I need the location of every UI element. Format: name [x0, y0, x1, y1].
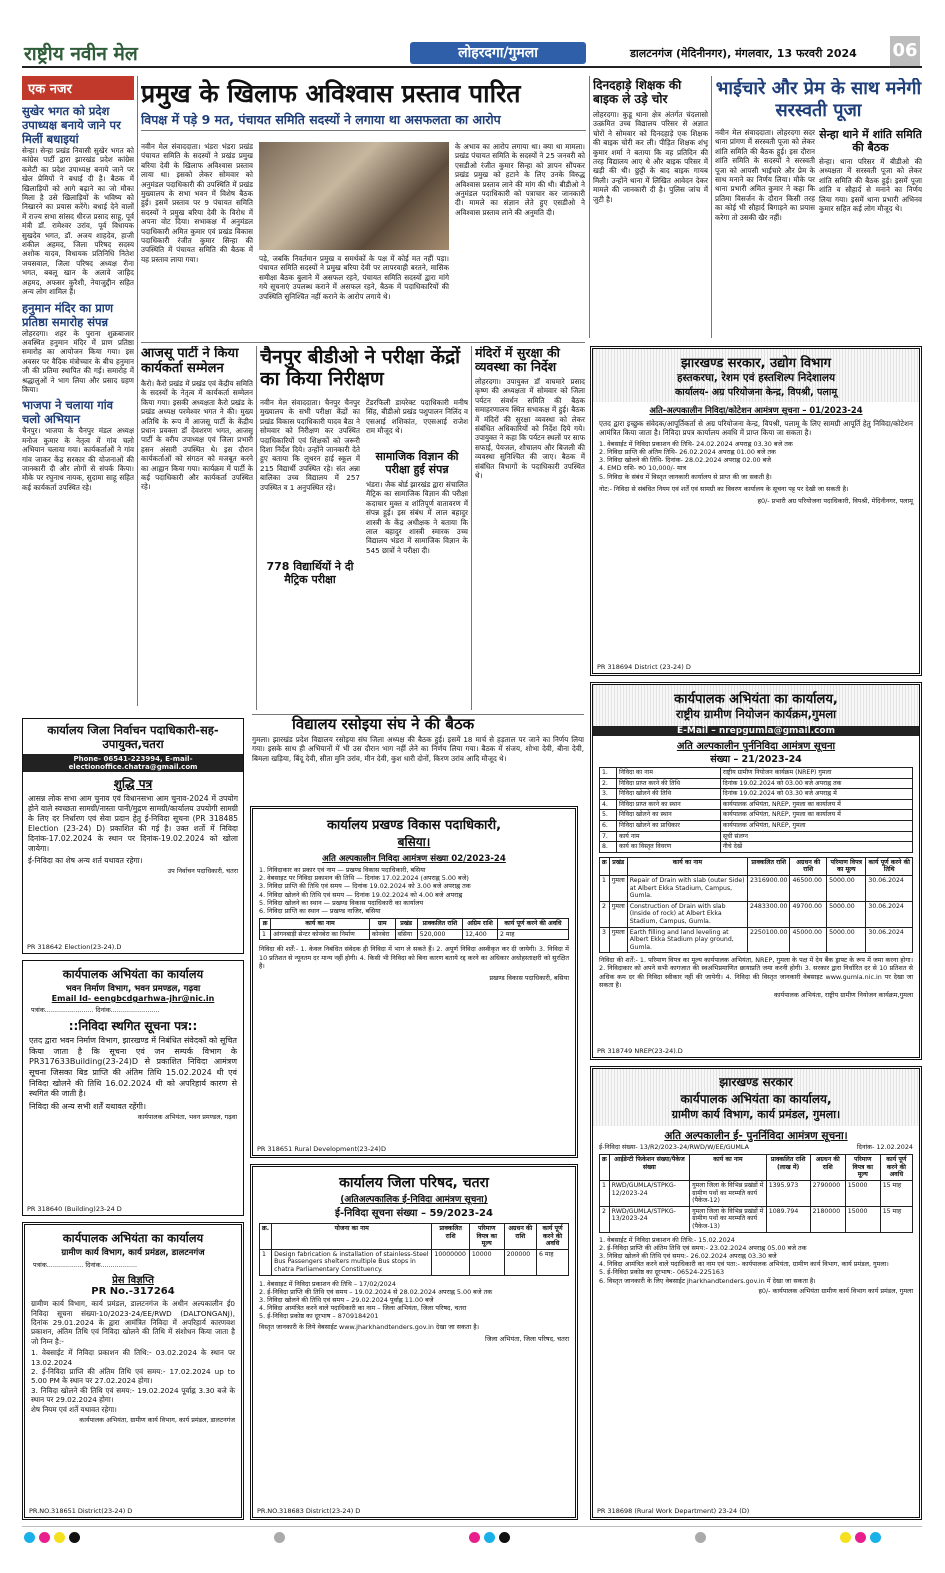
table-cell: 200000 [504, 1249, 536, 1275]
table-cell: 1 [600, 1180, 610, 1206]
info-line: 1. वेबसाइट में निविदा प्रकाशन की तिथि – 17/02/2024 [259, 1279, 396, 1288]
info-line: 1. वेबसाईट में निविदा प्रकाशन की तिथि- 24.02.2024 अपराह्न 03.30 बजे तक [599, 439, 793, 448]
table-cell: कोनबेरा [369, 929, 395, 940]
ad-zp-no: ई-निविदा सूचना संख्या – 59/2023-24 [335, 1208, 493, 1219]
info-line: 4. EMD राशि- रु0 10,000/- मात्र [599, 464, 687, 473]
table-cell: राष्ट्रीय ग्रामीण नियोजन कार्यक्रम (NREP) गुमला [720, 768, 912, 779]
bdo-col-3: भंडरा। जैक बोर्ड झारखंड द्वारा संचालित मैट्रिक का सामाजिक विज्ञान की परीक्षा कदाचार मुक्त व शांतिपूर्ण वातावरण में संपन्न हुई। इस संबंध में लाल बहादुर शास्त्री के केंद्र अधीक्षक ने बताया कि लाल बहादुर शास्त्री स्मारक उच्च विद्यालय भंडरा में सामाजिक विज्ञान के 545 छात्रों ने परीक्षा दी। [366, 480, 468, 555]
table-cell: कार्य नाम [616, 831, 720, 842]
table-cell: 2250100.00 [748, 927, 790, 953]
table-cell: दिनांक 19.02.2024 को 03.00 बजे अपराह्न तक [720, 778, 912, 789]
lead-story [141, 78, 586, 340]
table-cell: 1 [260, 929, 271, 940]
ajsu-story [141, 346, 253, 710]
ajsu-body: कैरो। कैरो प्रखंड में प्रखंड एवं केंद्रीय समिति के सदस्यों के नेतृत्व में कार्यकर्ता सम्मेलन किया गया। इसकी अध्यक्षता कैरो प्रखंड के प्रखंड अध्यक्ष परमेश्वर भगत ने की। मुख्य अतिथि के रूप में आजसू पार्टी के केंद्रीय प्रधान प्रवक्ता डॉ देवशरण भगत, आजसू पार्टी के वरीय उपाध्यक्ष एवं जिला प्रभारी हसन अंसारी उपस्थित थे। इस दौरान कार्यकर्ताओं को संगठन को मजबूत करने का आह्वान किया गया। कार्यक्रम में पार्टी के कई पदाधिकारी और कार्यकर्ता उपस्थित रहे। [141, 379, 253, 492]
table-row [600, 820, 913, 831]
ad-garhwa-ref: पत्रांक........................ दिनांक........................ [31, 1006, 160, 1014]
ad-nrep-sign: कार्यपालक अभियंता, राष्ट्रीय ग्रामीण नियोजन कार्यक्रम,गुमला [773, 991, 913, 1000]
table-cell: 3. [600, 789, 617, 800]
table-row [600, 778, 913, 789]
brief-headline-1: सुखेर भगत को प्रदेश उपाध्यक्ष बनाये जाने पर मिलीं बधाइयां [22, 104, 121, 146]
table-cell: 5. [600, 810, 617, 821]
table-header-cell: क्र [600, 857, 610, 875]
table-row [600, 901, 913, 927]
ad-dal-line-2: 2. ई-निविदा प्राप्ति की अंतिम तिथि एवं समय:- 17.02.2024 up to 5.00 PM के स्थान पर 27.02.2024 होगा। [31, 1367, 235, 1386]
masthead [22, 36, 922, 68]
table-header-cell: अग्रधन की राशि [810, 1155, 845, 1181]
shanti-headline: सेन्हा थाने में शांति समिति की बैठक [819, 128, 922, 154]
table-cell: 49700.00 [790, 901, 827, 927]
ad-udyog-gov: झारखण्ड सरकार, उद्योग विभाग [681, 356, 831, 371]
table-header-cell: अग्रिम राशि [463, 919, 498, 930]
lead-subhead: विपक्ष में पड़े 9 मत, पंचायत समिति सदस्यों ने लगाया था असफलता का आरोप [141, 111, 586, 131]
ad-chatra-election [22, 718, 244, 954]
table-cell: 3 [600, 927, 610, 953]
table-header-cell: प्रखंड [395, 919, 417, 930]
lead-photo [259, 142, 449, 250]
ad-udyog-vibhag [590, 346, 922, 676]
table-cell: 6. [600, 820, 617, 831]
ad-nrep-office: कार्यपालक अभियंता का कार्यालय, [674, 692, 838, 707]
ad-rwd-sign: ह0/- कार्यपालक अभियंता ग्रामीण कार्य विभाग कार्य प्रमंडल, गुमला [758, 1286, 913, 1295]
bdo-subhead-2: सामाजिक विज्ञान की परीक्षा हुई संपन्न [375, 450, 459, 476]
bdo-subhead: 778 विद्यार्थियों ने दी मैट्रिक परीक्षा [266, 560, 354, 586]
ad-chatra-sign: उप निर्वाचन पदाधिकारी, चतरा [167, 867, 238, 876]
rasoiya-story [252, 714, 584, 800]
table-cell: कार्यपालक अभियंता, NREP, गुमला का कार्यालय में [720, 810, 912, 821]
bdo-col-1: नवीन मेल संवाददाता। चैनपुर चैनपुर मुख्यालय के सभी परीक्षा केंद्रों का प्रखंड विकास पदाधिकारी यादव बैठा ने सोमवार को निरीक्षण कर उपस्थित पदाधिकारियों एवं शिक्षकों को जरूरी दिशा निर्देश दिये। उन्होंने जानकारी देते हुए बताया कि लूथरन हाई स्कूल में 215 विद्यार्थी उपस्थित रहे। संत अन्ना बालिका उच्च विद्यालय में 257 उपस्थित व 1 अनुपस्थित रहे। [260, 398, 360, 492]
ad-dal-pr: PR.NO.318651 District(23-24) D [29, 1507, 133, 1515]
chor-body: लोहरदगा। कुडू थाना क्षेत्र अंतर्गत चंदलासो उत्क्रमित उच्च विद्यालय परिसर से अज्ञात चोरों ने सोमवार को दिनदहाड़े एक शिक्षक की बाइक चोरी कर ली। पीड़ित शिक्षक शंभू कुमार शर्मा ने बताया कि वह प्रतिदिन की तरह विद्यालय आए थे और बाइक परिसर में खड़ी की थी। छुट्टी के बाद बाइक गायब मिली। उन्होंने थाना में लिखित आवेदन देकर मामले की जानकारी दी है। पुलिस जांच में जुटी है। [593, 110, 708, 204]
table-cell: 10000000 [432, 1249, 469, 1275]
ad-rwd-lines [593, 1236, 919, 1285]
ad-garhwa-email: Email Id- eengbcdgarhwa-jhr@nic.in [51, 994, 215, 1003]
table-row [600, 842, 913, 853]
table-row [600, 927, 913, 953]
chor-headline: दिनदहाड़े शिक्षक की बाइक ले उड़े चोर [593, 78, 682, 106]
info-line: 5. निविदा खोलने का स्थान — प्रखण्ड विकास पदाधिकारी का कार्यालय [259, 898, 424, 907]
ad-udyog-lines [593, 438, 919, 483]
info-line: 2. ई-निविदा प्राप्ति की तिथि एवं समय – 19.02.2024 से 28.02.2024 अपराह्न 5.00 बजे तक [259, 1287, 493, 1296]
table-header-cell: क्र [600, 1155, 610, 1181]
ad-udyog-sign: ह0/- प्रभारी अग्र परियोजना पदाधिकारी, विपश्री, मेदिनीनगर, पलामू [757, 497, 913, 506]
table-cell: 15 माह [880, 1206, 912, 1232]
info-line: 4. निविदा आमंत्रित करने वाले पदाधिकारी का नाम एवं पता:- कार्यपालक अभियंता, ग्रामीण कार्य विभाग, कार्य प्रमंडल, गुमला। [599, 1260, 889, 1269]
table-cell: 2 माह [498, 929, 569, 940]
mandir-headline: मंदिरों में सुरक्षा की व्यवस्था का निर्देश [475, 346, 560, 374]
rasoiya-headline: विद्यालय रसोइया संघ ने की बैठक [292, 715, 475, 733]
table-cell: Earth filling and land leveling at Albert Ekka Stadium play ground, Gumla. [627, 927, 747, 953]
ad-zp-table [259, 1223, 569, 1276]
table-header-cell: कार्य का नाम [690, 1155, 767, 1181]
table-cell: 12,400 [463, 929, 498, 940]
table-row [600, 1180, 913, 1206]
ad-basia-bdo [250, 806, 578, 1158]
table-cell: निविदा का नाम [616, 768, 720, 779]
table-header-cell: प्राक्कलित राशि (लाख में) [766, 1155, 810, 1181]
bdo-col-2: टेंडरफिली डायरेक्ट पदाधिकारी मनीष सिंह, बीडीओ प्रखंड पशुपालन निलिंद व एसआई शशिकांत, एएसआई राजेश राम मौजूद थे। [366, 398, 468, 436]
ad-chatra-office: कार्यालय जिला निर्वाचन पदाधिकारी-सह-उपायुक्त,चतरा [47, 723, 219, 751]
table-cell: 30.06.2024 [866, 901, 913, 927]
table-cell: 1089.794 [766, 1206, 810, 1232]
table-cell: 520,000 [417, 929, 462, 940]
info-line: 3. निविदा प्राप्ति की तिथि एवं समय — दिनांक 19.02.2024 को 3.00 बजे अपराह्न तक [259, 882, 471, 891]
info-line: 2. ई-निविदा प्राप्ति की अंतिम तिथि एवं समय:- 23.02.2024 अपराह्न 05.00 बजे तक [599, 1243, 807, 1252]
ad-dal-office2: ग्रामीण कार्य विभाग, कार्य प्रमंडल, डालटनगंज [61, 1248, 205, 1258]
table-cell: 1 [260, 1249, 272, 1275]
ad-udyog-title: अति-अल्पकालीन निविदा/कोटेशन आमंत्रण सूचना – 01/2023-24 [649, 405, 863, 415]
ad-garhwa-office2: भवन निर्माण विभाग, भवन प्रमण्डल, गढ़वा [65, 984, 201, 994]
ad-zp-office: कार्यालय जिला परिषद, चतरा [339, 1175, 489, 1191]
table-header-cell: अग्रधन की राशि [504, 1224, 536, 1250]
info-line: 4. निविदा आमंत्रित करने वाले पदाधिकारी का नाम – जिला अभियंता, जिला परिषद, चतरा [259, 1304, 467, 1313]
ad-nrep-notes: निविदा की शर्तें:- 1. परिमाण विपत्र का मूल्य कार्यपालक अभियंता, NREP, गुमला के पक्ष में देय बैंक ड्राफ्ट के रूप में जमा करना होगा। 2. निविदाकार को अपने सभी कागजात की स्वअभिप्रमाणित छायाप्रति जमा करनी होगी। 3. सरकार द्वारा निर्धारित दर से 10 प्रतिशत से अधिक कम दर की निविदा स्वीकार नहीं की जायेगी। 4. निविदा की विस्तृत जानकारी वेबसाइट www.gumla.nic.in पर देखा जा सकता है। [599, 956, 913, 989]
ad-zp-lines [253, 1280, 575, 1321]
info-line: 6. विस्तृत जानकारी के लिए वेबसाईट jharkhandtenders.gov.in में देखा जा सकता है। [599, 1276, 816, 1285]
table-cell: 2316900.00 [748, 875, 790, 901]
ad-zila-parishad [250, 1164, 578, 1520]
ad-rwd-office2: ग्रामीण कार्य विभाग, कार्य प्रमंडल, गुमला। [671, 1108, 841, 1121]
table-header-cell: प्राक्कलित राशि [417, 919, 462, 930]
lead-headline: प्रमुख के खिलाफ अविश्वास प्रस्ताव पारित [141, 79, 521, 108]
ad-rwd-table [599, 1154, 913, 1232]
ad-chatra-title: शुद्धि पत्र [113, 777, 153, 791]
table-header-cell: कार्य पूर्ण करने की तिथि [866, 857, 913, 875]
table-cell: 8. [600, 842, 617, 853]
ad-basia-sign: प्रखण्ड विकास पदाधिकारी, बसिया [489, 974, 569, 983]
table-cell: गुमला [609, 927, 627, 953]
table-cell: 5000.00 [827, 901, 866, 927]
ad-dal-prno: PR No.-317264 [91, 1286, 175, 1298]
table-cell: कार्यपालक अभियंता, NREP, गुमला [720, 820, 912, 831]
table-header-cell: क्र [260, 919, 271, 930]
shanti-body: सेन्हा। थाना परिसर में बीडीओ की अध्यक्षता में सरस्वती पूजा को लेकर शांति समिति की बैठक हुई। इसमें पूजा शांति व सौहार्द से मनाने का निर्णय लिया गया। इसमें थाना प्रभारी अभिनव कुमार सहित कई लोग मौजूद थे। [819, 157, 922, 214]
ad-basia-table [259, 918, 569, 940]
table-cell: 2180000 [810, 1206, 845, 1232]
table-cell: 2790000 [810, 1180, 845, 1206]
ad-rwd-date: दिनांक- 12.02.2024 [856, 1143, 913, 1151]
table-cell: Repair of Drain with slab (outer Side) at Albert Ekka Stadium, Campus, Gumla. [627, 875, 747, 901]
ad-chatra-contact: Phone- 06541-223994, E-mail-electionoffice.chatra@gmail.com [23, 754, 243, 772]
ad-daltonganj-rwd [22, 1222, 244, 1520]
table-cell: 2. [600, 778, 617, 789]
ek-nazar-column [22, 76, 134, 706]
table-cell: निविदा प्राप्त करने की तिथि [616, 778, 720, 789]
ad-garhwa-office: कार्यपालक अभियंता का कार्यालय [62, 967, 204, 981]
saraswati-body: नवीन मेल संवाददाता। लोहरदगा सदर थाना प्रांगण में सरस्वती पूजा को लेकर शांति समिति की बैठक हुई। इस दौरान शांति समिति के सदस्यों ने सरस्वती पूजा को आपसी भाईचारे और प्रेम के साथ मनाने का निर्णय लिया। मौके पर थाना प्रभारी अमित कुमार ने कहा कि प्रतिमा विसर्जन के दौरान किसी तरह का कोई भी सौहार्द बिगाड़ने का प्रयास करेगा तो उसकी खैर नहीं। [715, 128, 815, 222]
table-cell: 1 [600, 875, 610, 901]
table-row [600, 831, 913, 842]
table-cell: 45000.00 [790, 927, 827, 953]
ad-udyog-office: कार्यालय- अग्र परियोजना केन्द्र, विपश्री, पलामू [674, 387, 838, 398]
table-cell: निविदा खोलने की तिथि [616, 789, 720, 800]
table-cell: Design fabrication & installation of stainless-Steel Bus Passengers shelters multiple Bus stops in chatra Parliamentary Constituency. [272, 1249, 432, 1275]
ad-zp-note: विस्तृत जानकारी के लिये वेबसाईट www.jharkhandtenders.gov.in देखा जा सकता है। [259, 1322, 480, 1331]
ad-nrep-works-table [599, 857, 913, 954]
table-header-cell: कार्य का नाम [627, 857, 747, 875]
info-line: 2. निविदा प्राप्ति की अंतिम तिथि- 26.02.2024 अपराह्न 01.00 बजे तक [599, 448, 776, 457]
ad-nrep-email: E-Mail – nrepgumla@gmail.com [593, 726, 919, 736]
ad-garhwa-pr: PR 318640 (Building)23-24 D [27, 1205, 122, 1213]
table-cell: 1395.973 [766, 1180, 810, 1206]
table-cell: दिनांक 19.02.2024 को 03.30 बजे अपराह्न में [720, 789, 912, 800]
ad-zp-sub: (अतिअल्पकालिक ई-निविदा आमंत्रण सूचना) [340, 1195, 488, 1205]
chor-story [593, 78, 708, 340]
table-cell: 2483300.00 [748, 901, 790, 927]
ad-udyog-pr: PR 318694 District (23-24) D [597, 663, 691, 671]
ad-chatra-body: आसन्न लोक सभा आम चुनाव एवं विधानसभा आम चुनाव-2024 में उपयोग होने वाले स्वच्छता सामग्री/नास्ता पानी/मुद्रण सामग्री/कार्यालय उपयोगी सामग्री के लिए दर निर्धारण एवं सेवा प्रदान हेतु ई-निविदा सूचना (PR 318485 Election (23-24) D) प्रकाशित की गई है। उक्त शर्तो में निविदा दिनांक-17.02.2024 के स्थान पर दिनांक-19.02.2024 को खोला जायेगा। [28, 794, 238, 853]
ad-basia-info [253, 866, 575, 915]
table-header-cell: अग्रधन की राशि [790, 857, 827, 875]
table-header-cell: योजना का नाम [272, 1224, 432, 1250]
ad-basia-office2: बसिया। [397, 835, 431, 849]
table-header-cell: परिमाण विपत्र का मूल्य [845, 1155, 880, 1181]
table-cell: 1. [600, 768, 617, 779]
ad-garhwa-sign: कार्यपालक अभियंता, भवन प्रमण्डल, गढ़वा [137, 1113, 237, 1122]
table-header-cell: कार्य का नाम [271, 919, 370, 930]
ad-basia-title: अति अल्पकालीन निविदा आमंत्रण संख्या 02/2023-24 [322, 854, 506, 864]
table-cell: 7. [600, 831, 617, 842]
ad-nrep-office2: राष्ट्रीय ग्रामीण नियोजन कार्यक्रम,गुमला [675, 707, 837, 721]
table-cell: 5000.00 [827, 927, 866, 953]
table-cell: कार्य का विस्तृत विवरण [616, 842, 720, 853]
table-cell: गुमला जिला के विभिन्न प्रखंडों में ग्रामीण पथों का मरम्मति कार्य (पैकेज-12) [690, 1180, 767, 1206]
table-header-cell: आईडेन्टी फिकेशन संख्या/पैकेज संख्या [609, 1155, 689, 1181]
table-cell: RWD/GUMLA/STPKG-13/2023-24 [609, 1206, 689, 1232]
ajsu-headline: आजसू पार्टी ने किया कार्यकर्ता सम्मेलन [141, 346, 239, 376]
table-cell: सूची संलग्न [720, 831, 912, 842]
table-cell: बसिया [395, 929, 417, 940]
info-line: 6. निविदा प्राप्ति का स्थान — प्रखण्ड नाजिर, बसिया [259, 907, 381, 916]
brief-body-1: सेन्हा। सेन्हा प्रखंड निवासी सुखेर भगत को कांग्रेस पार्टी द्वारा झारखंड प्रदेश कांग्रेस कमेटी का प्रदेश उपाध्यक्ष बनाये जाने पर खेल प्रेमियों ने बधाई दी है। बैठक में खिलाड़ियों को आगे बढ़ाने का जो मौका मिला है उसे खिलाड़ियों के भविष्य को निखारने का प्रयास करेंगे। बधाई देने वालों में राज्य सभा सांसद धीरज प्रसाद साहू, पूर्व मंत्री डॉ. रामेश्वर उरांव, पूर्व विधायक सुखदेव भगत, डॉ. अजय शाहदेव, हाजी शकील अहमद, जिला परिषद सदस्य अशोक यादव, विधायक प्रतिनिधि नितेश जयसवाल, जिला परिषद अध्यक्ष रीना भगत, बबलू खान के अलावे जाहिद अहमद, अफसर कुरैशी, नेयाजुद्दीन सहित अन्य लोग शामिल हैं। [22, 146, 134, 297]
table-header-cell: ग्राम [369, 919, 395, 930]
ad-rwd-office: कार्यपालक अभियंता का कार्यालय, [680, 1092, 832, 1106]
table-cell: RWD/GUMLA/STPKG-12/2023-24 [609, 1180, 689, 1206]
table-header-cell: कार्य पूर्ण करने की अवधि [537, 1224, 569, 1250]
ek-nazar-label: एक नजर [22, 76, 134, 100]
brief-headline-2: हनुमान मंदिर का प्राण प्रतिष्ठा समारोह संपन्न [22, 300, 114, 329]
dateline: डालटनगंज (मेदिनीनगर), मंगलवार, 13 फरवरी 2024 [630, 47, 857, 60]
paper-name: राष्ट्रीय नवीन मेल [24, 43, 138, 65]
table-cell: 46500.00 [790, 875, 827, 901]
ad-udyog-dir: हस्तकरघा, रेशम एवं हस्तशिल्प निदेशालय [676, 372, 836, 384]
ad-basia-notes: निविदा की शर्तें:- 1. केवल निबंधित संवेदक ही निविदा में भाग ले सकते हैं। 2. अपूर्ण निविदा अस्वीकृत कर दी जायेगी। 3. निविदा में 10 प्रतिशत से न्यूनतम दर मान्य नहीं होगी। 4. किसी भी निविदा को बिना कारण बताये रद्द करने का अधिकार अधोहस्ताक्षरी को सुरक्षित है। [259, 945, 569, 970]
table-cell: निविदा खोलने का प्राधिकार [616, 820, 720, 831]
ad-dal-note: शेष नियम एवं शर्ते यथावत रहेगा। [31, 1404, 117, 1414]
table-row [600, 810, 913, 821]
section-label: लोहरदगा/गुमला [410, 42, 586, 64]
ad-rwd-no: ई-निविदा संख्या- 13/R2/2023-24/RWD/W/EE/GUMLA [599, 1143, 749, 1151]
table-cell: निविदा प्राप्त करने का स्थान [616, 799, 720, 810]
table-cell: 5000.00 [827, 875, 866, 901]
saraswati-story [715, 78, 922, 340]
bdo-headline: चैनपुर बीडीओ ने परीक्षा केंद्रों का किया निरीक्षण [260, 346, 461, 390]
lead-col-2: पड़े, जबकि निवर्तमान प्रमुख व समर्थकों के पक्ष में कोई मत नहीं पड़ा। पंचायत समिति सदस्यों ने प्रमुख बरिया देवी पर लापरवाही बरतने, मासिक समीक्षा बैठक बुलाने में असफल रहने, पंचायत समिति सदस्यों द्वारा मांगे गये सूचनाएं उपलब्ध कराने में असफल रहने, बैठक में पदाधिकारियों की उपस्थिति सुनिश्चित नहीं कराने के आरोप लगाये थे। [259, 254, 449, 301]
table-row [600, 768, 913, 779]
ad-nrep-no: संख्या – 21/2023-24 [710, 754, 802, 765]
bdo-story [260, 346, 468, 710]
info-line: 1. वेबसाईट में निविदा प्रकाशन की तिथि:- 15.02.2024 [599, 1235, 735, 1244]
table-cell: 2 [600, 901, 610, 927]
table-cell: आंगनबाड़ी सेन्टर कोनबेरा का निर्माण [271, 929, 370, 940]
lead-col-3: के अभाव का आरोप लगाया था। क्या था मामला। प्रखंड पंचायत समिति के सदस्यों ने 25 जनवरी को एसडीओ रंजीत कुमार सिन्हा को ज्ञापन सौंपकर प्रखंड प्रमुख को हटाने के लिए उनके विरुद्ध अविश्वास प्रस्ताव लाने की मांग की थी। बीडीओ ने अनुमंडल पदाधिकारी को पत्राचार कर जानकारी दी। मामले का संज्ञान लेते हुए एसडीओ ने अविश्वास प्रस्ताव लाने की अनुमति दी। [455, 142, 585, 217]
table-cell: गुमला जिला के विभिन्न प्रखंडों में ग्रामीण पथों का मरम्मति कार्य (पैकेज-13) [690, 1206, 767, 1232]
table-cell: 15 माह [880, 1180, 912, 1206]
ad-dal-office: कार्यपालक अभियंता का कार्यालय [62, 1231, 204, 1245]
table-cell: 30.06.2024 [866, 927, 913, 953]
registration-color-bar [22, 1526, 922, 1540]
ad-nrep-info-table [599, 767, 913, 853]
ad-basia-office: कार्यालय प्रखण्ड विकास पदाधिकारी, [326, 818, 502, 833]
table-header-cell: प्रखंड [609, 857, 627, 875]
table-cell: कार्यपालक अभियंता, NREP, गुमला का कार्यालय में [720, 799, 912, 810]
info-line: 2. वेबसाइट पर निविदा प्रकाशन की तिथि — दिनांक 17.02.2024 (अपराह्न 5.00 बजे) [259, 874, 469, 883]
info-line: 3. निविदा खोलने की तिथि एवं समय – 29.02.2024 पूर्वाह्न 11.00 बजे [259, 1295, 434, 1304]
ad-basia-pr: PR 318651 Rural Development(23-24)D [257, 1145, 386, 1153]
ad-dal-ref: पत्रांक.................. दिनांक.................. [33, 1261, 138, 1269]
ad-udyog-note: नोट:- निविदा से संबंधित नियम एवं शर्तें एवं सामग्री का विवरण कार्यालय के सूचना पट्ट पर देखी जा सकती है। [599, 484, 849, 493]
table-row [600, 799, 913, 810]
info-line: 5. ई-निविदा प्रकोष्ठ का दूरभाष:- 06524-225163 [599, 1268, 725, 1277]
info-line: 4. निविदा खोलने की तिथि एवं समय — दिनांक 19.02.2024 को 4.00 बजे अपराह्न [259, 890, 463, 899]
page-number: 06 [890, 36, 920, 66]
info-line: 1. निविदाकार का प्रकार एवं नाम — प्रखण्ड विकास पदाधिकारी, बसिया [259, 866, 426, 874]
ad-dal-body: ग्रामीण कार्य विभाग, कार्य प्रमंडल, डालटनगंज के अधीन अल्पकालीन ई0 निविदा सूचना संख्या-10/2023-24/EE/RWD (DALTONGANJ), दिनांक 29.01.2024 के द्वारा आमंत्रित निविदा में अपरिहार्य कारणवश प्रकाशन, अंतिम तिथि एवं निविदा खोलने की तिथि में संशोधन किया जाता है जो निम्न है:- [31, 1299, 235, 1346]
info-line: 3. निविदा खोलने की तिथि- दिनांक- 28.02.2024 अपराह्न 02.00 बजे [599, 456, 772, 465]
lead-col-1: नवीन मेल संवाददाता। भंडरा भंडरा प्रखंड पंचायत समिति के सदस्यों ने प्रखंड प्रमुख बरिया देवी के खिलाफ अविश्वास प्रस्ताव लाया था। इसको लेकर सोमवार को अनुमंडल पदाधिकारी की उपस्थिति में प्रखंड मुख्यालय के सभा भवन में विशेष बैठक हुई। इसमें प्रस्ताव पर 9 पंचायत समिति सदस्यों ने प्रमुख बरिया देवी के विरोध में अपना वोट दिया। सभाकक्ष में अनुमंडल पदाधिकारी अमित कुमार एवं प्रखंड विकास पदाधिकारी रंजीत कुमार सिन्हा की उपस्थिति में पंचायत समिति की बैठक में यह प्रस्ताव लाया गया। [141, 142, 253, 264]
rasoiya-body: गुमला। झारखंड प्रदेश विद्यालय रसोइया संघ जिला अध्यक्ष की बैठक हुई। इसमें 18 मार्च से हड़ताल पर जाने का निर्णय लिया गया। इसके साथ ही अभियानों में भी उस दौरान भाग नहीं लेने का निर्णय लिया गया। बैठक में संजय, शोभा देवी, बीना देवी, बिमला खड़िया, बिंदू देवी, सीता मुनि उरांव, मीन देवी, कुश धारी दोनों, किरण उरांव आदि मौजूद थे। [252, 735, 584, 763]
ad-dal-line-3: 3. निविदा खोलने की तिथि एवं समय:- 19.02.2024 पूर्वाह्न 3.30 बजे के स्थान पर 29.02.2024 होगा। [31, 1385, 235, 1405]
ad-udyog-body: एतद द्वारा इच्छुक संवेदक/आपूर्तिकर्ता से अग्र परियोजना केन्द्र, विपश्री, पलामू के लिए सामग्री आपूर्ति हेतु निविदा/कोटेशन आमंत्रित किया जाता है। निविदा प्रपत्र कार्यालय अवधि में प्राप्त किया जा सकता है। [599, 419, 913, 438]
table-row [600, 789, 913, 800]
table-cell: 6 माह [537, 1249, 569, 1275]
table-header-cell: परिमाण विपत्र का मूल्य [469, 1224, 504, 1250]
table-row [600, 875, 913, 901]
table-header-cell: कार्य पूर्ण करने की अवधि [880, 1155, 912, 1181]
ad-zp-pr: PR.NO.318683 District(23-24) D [257, 1507, 361, 1515]
table-cell: 2 [600, 1206, 610, 1232]
table-header-cell: कार्य पूर्ण करने की अवधि [498, 919, 569, 930]
table-cell: Construction of Drain with slab (Inside of rock) at Albert Ekka Stadium, Campus, Gumla. [627, 901, 747, 927]
table-cell: 15000 [845, 1206, 880, 1232]
table-header-cell: प्राक्कलित राशि [432, 1224, 469, 1250]
table-header-cell: परिमाण विपत्र का मूल्य [827, 857, 866, 875]
brief-body-3: चैनपुर। भाजपा के चैनपुर मंडल अध्यक्ष मनोज कुमार के नेतृत्व में गांव चलो अभियान चलाया गया। कार्यकर्ताओं ने गांव गांव जाकर केंद्र सरकार की योजनाओं की जानकारी दी और लोगों से संपर्क किया। मौके पर रघुनाथ नायक, सुदामा साहू सहित कई कार्यकर्ता उपस्थित रहे। [22, 426, 134, 492]
ad-rwd-gov: झारखण्ड सरकार [719, 1075, 793, 1089]
ad-nrep-pr: PR 318749 NREP(23-24).D [597, 1047, 683, 1055]
ad-garhwa-title: ::निविदा स्थगित सूचना पत्र:: [68, 1019, 198, 1034]
ad-garhwa-body: एतद द्वारा भवन निर्माण विभाग, झारखण्ड में निबंधित संवेदकों को सूचित किया जाता है कि सूचना एवं जन सम्पर्क विभाग के PR317633Building(23-24)D से प्रकाशित निविदा आमंत्रण सूचना जिसका बिड प्राप्ति की अंतिम तिथि 15.02.2024 थी एवं निविदा खोलने की तिथि 16.02.2024 थी को अपरिहार्य कारण से स्थगित की जाती है। [29, 1036, 237, 1099]
brief-headline-3: भाजपा ने चलाया गांव चलो अभियान [22, 398, 114, 427]
table-cell: 4. [600, 799, 617, 810]
table-header-cell: प्राक्कलित राशि [748, 857, 790, 875]
brief-body-2: लोहरदगा। शहर के पुराना शुक्रबाजार अवस्थित हनुमान मंदिर में प्राण प्रतिष्ठा समारोह का आयोजन किया गया। इस अवसर पर वैदिक मंत्रोच्चार के बीच हनुमान जी की प्रतिमा स्थापित की गई। समारोह में श्रद्धालुओं ने भाग लिया और प्रसाद ग्रहण किया। [22, 328, 134, 394]
ad-rwd-pr: PR 318698 (Rural Work Department) 23-24 (D) [597, 1507, 750, 1515]
table-cell: गुमला [609, 875, 627, 901]
table-cell: निविदा खोलने का स्थान [616, 810, 720, 821]
table-cell: गुमला [609, 901, 627, 927]
ad-garhwa-building [22, 960, 244, 1216]
ad-nrep-gumla [590, 682, 922, 1060]
ad-rwd-title: अति अल्पकालीन ई- पुनर्निविदा आमंत्रण सूचना। [664, 1130, 848, 1142]
mandir-story [475, 346, 585, 710]
table-header-cell: क्र. [260, 1224, 272, 1250]
saraswati-headline: भाईचारे और प्रेम के साथ मनेगी सरस्वती पूजा [715, 78, 922, 121]
ad-garhwa-note: निविदा की अन्य सभी शर्तें यथावत रहेंगी। [29, 1101, 147, 1111]
info-line: 3. निविदा खोलने की तिथि एवं समय:- 26.02.2024 अपराह्न 03.30 बजे [599, 1251, 777, 1260]
table-cell: 10000 [469, 1249, 504, 1275]
table-cell: नीचे देखें [720, 842, 912, 853]
ad-chatra-note: ई-निविदा का शेष अन्य शर्त यथावत रहेगा। [28, 856, 143, 865]
info-line: 5. निविदा के संबंध में विस्तृत जानकारी कार्यालय से प्राप्त की जा सकती है। [599, 472, 772, 481]
ad-rwd-gumla [590, 1066, 922, 1520]
ad-dal-sign: कार्यपालक अभियंता, ग्रामीण कार्य विभाग, कार्य प्रमंडल, डालटनगंज [79, 1416, 235, 1425]
ad-dal-line-1: 1. वेबसाईट में निविदा प्रकाशन की तिथि:- 03.02.2024 के स्थान पर 13.02.2024 [31, 1348, 235, 1367]
table-cell: 30.06.2024 [866, 875, 913, 901]
ad-nrep-title: अति अल्पकालीन पुर्ननिविदा आमंत्रण सूचना [676, 741, 836, 752]
table-row [600, 1206, 913, 1232]
table-cell: 15000 [845, 1180, 880, 1206]
ad-zp-sign: जिला अभियंता, जिला परिषद, चतरा [485, 1334, 569, 1343]
ad-chatra-pr: PR 318642 Election(23-24).D [27, 943, 122, 951]
mandir-body: लोहरदगा। उपायुक्त डॉ वाघमारे प्रसाद कृष्ण की अध्यक्षता में सोमवार को जिला पर्यटन संवर्धन समिति की बैठक समाहरणालय स्थित सभाकक्ष में हुई। बैठक में मंदिरों की सुरक्षा व्यवस्था को लेकर संबंधित अधिकारियों को निर्देश दिये गये। उपायुक्त ने कहा कि पर्यटन स्थलों पर साफ सफाई, पेयजल, शौचालय और बिजली की व्यवस्था सुनिश्चित की जाए। बैठक में संबंधित विभागों के पदाधिकारी उपस्थित थे। [475, 377, 585, 481]
info-line: 5. ई-निविदा प्रकोष्ठ का दूरभाष – 8709184201 [259, 1312, 379, 1321]
ad-dal-title: प्रेस विज्ञप्ति [112, 1275, 154, 1287]
